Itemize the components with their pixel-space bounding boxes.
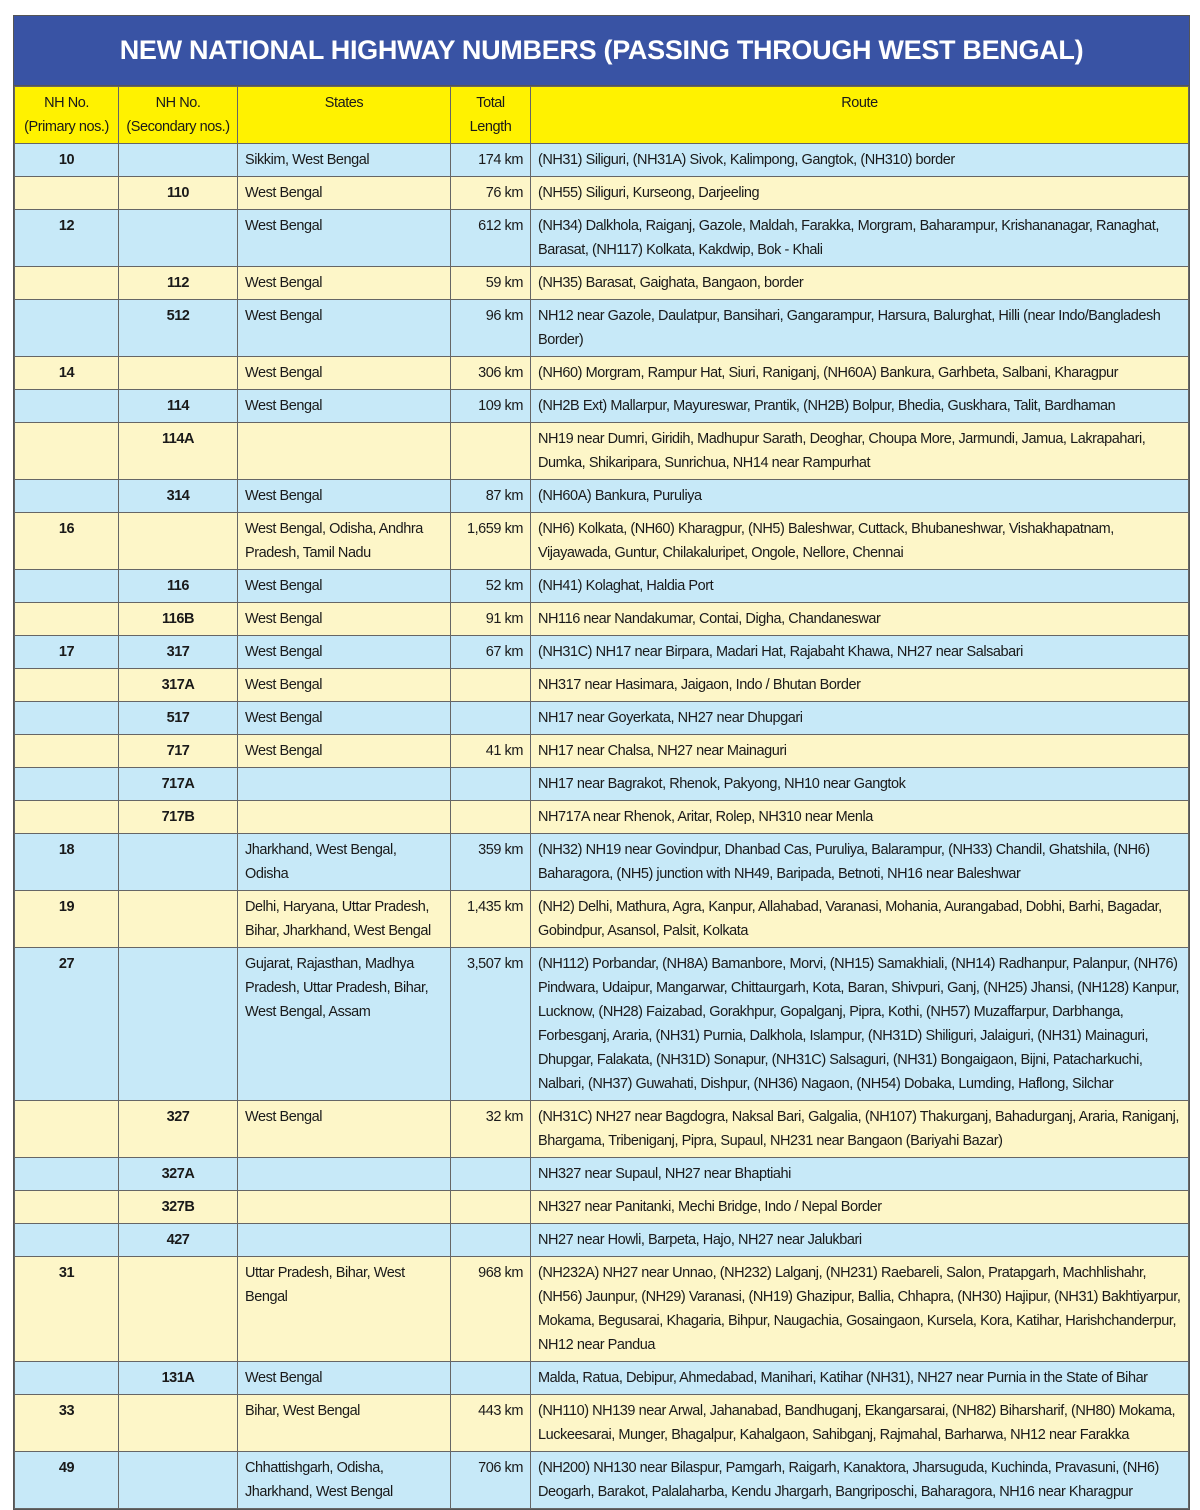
primary-nh-cell	[15, 570, 119, 603]
length-cell: 32 km	[451, 1101, 531, 1158]
secondary-nh-cell	[119, 1452, 238, 1509]
length-cell: 76 km	[451, 177, 531, 210]
length-cell: 52 km	[451, 570, 531, 603]
secondary-nh-cell: 512	[119, 300, 238, 357]
states-cell	[238, 768, 451, 801]
length-cell: 306 km	[451, 357, 531, 390]
length-cell	[451, 1158, 531, 1191]
header-primary: NH No. (Primary nos.)	[15, 87, 119, 144]
secondary-nh-cell: 327B	[119, 1191, 238, 1224]
primary-nh-cell	[15, 390, 119, 423]
secondary-nh-cell: 317A	[119, 669, 238, 702]
table-row	[15, 1362, 1189, 1395]
route-cell: (NH2) Delhi, Mathura, Agra, Kanpur, Allahabad, Varanasi, Mohania, Aurangabad, Dobhi, Barhi, Bagadar, Gobindpur, Asansol, Palsit, Kolkata	[531, 891, 1189, 948]
secondary-nh-cell: 717	[119, 735, 238, 768]
route-cell: (NH32) NH19 near Govindpur, Dhanbad Cas, Puruliya, Balarampur, (NH33) Chandil, Ghatshila, (NH6) Baharagora, (NH5) junction with NH49, Baripada, Betnoti, NH16 near Baleshwar	[531, 834, 1189, 891]
length-cell: 968 km	[451, 1257, 531, 1362]
length-cell	[451, 768, 531, 801]
table-row	[15, 267, 1189, 300]
route-cell: NH17 near Goyerkata, NH27 near Dhupgari	[531, 702, 1189, 735]
table-row	[15, 570, 1189, 603]
states-cell: West Bengal	[238, 300, 451, 357]
states-cell	[238, 423, 451, 480]
route-cell: NH12 near Gazole, Daulatpur, Bansihari, Gangarampur, Harsura, Balurghat, Hilli (near Indo/Bangladesh Border)	[531, 300, 1189, 357]
table-row	[15, 144, 1189, 177]
states-cell: West Bengal	[238, 357, 451, 390]
highway-table	[14, 86, 1189, 1509]
length-cell	[451, 423, 531, 480]
secondary-nh-cell: 517	[119, 702, 238, 735]
table-row	[15, 1101, 1189, 1158]
primary-nh-cell: 49	[15, 1452, 119, 1509]
length-cell: 41 km	[451, 735, 531, 768]
states-cell: West Bengal	[238, 480, 451, 513]
route-cell: (NH110) NH139 near Arwal, Jahanabad, Bandhuganj, Ekangarsarai, (NH82) Biharsharif, (NH80) Mokama, Luckeesarai, Munger, Bhagalpur, Kahalgaon, Sahibganj, Rajmahal, Barharwa, NH12 near Farakka	[531, 1395, 1189, 1452]
length-cell: 96 km	[451, 300, 531, 357]
table-row	[15, 1452, 1189, 1509]
table-row	[15, 636, 1189, 669]
length-cell: 109 km	[451, 390, 531, 423]
table-row	[15, 891, 1189, 948]
states-cell	[238, 1191, 451, 1224]
secondary-nh-cell: 317	[119, 636, 238, 669]
length-cell: 443 km	[451, 1395, 531, 1452]
route-cell: NH27 near Howli, Barpeta, Hajo, NH27 near Jalukbari	[531, 1224, 1189, 1257]
length-cell	[451, 1191, 531, 1224]
states-cell: Chhattishgarh, Odisha, Jharkhand, West Bengal	[238, 1452, 451, 1509]
states-cell: West Bengal	[238, 702, 451, 735]
secondary-nh-cell	[119, 891, 238, 948]
route-cell: NH327 near Supaul, NH27 near Bhaptiahi	[531, 1158, 1189, 1191]
table-row	[15, 948, 1189, 1101]
secondary-nh-cell: 110	[119, 177, 238, 210]
primary-nh-cell	[15, 423, 119, 480]
route-cell: (NH35) Barasat, Gaighata, Bangaon, border	[531, 267, 1189, 300]
route-cell: (NH60A) Bankura, Puruliya	[531, 480, 1189, 513]
route-cell: (NH55) Siliguri, Kurseong, Darjeeling	[531, 177, 1189, 210]
primary-nh-cell	[15, 603, 119, 636]
secondary-nh-cell	[119, 948, 238, 1101]
secondary-nh-cell: 112	[119, 267, 238, 300]
table-row	[15, 702, 1189, 735]
secondary-nh-cell: 131A	[119, 1362, 238, 1395]
states-cell: Delhi, Haryana, Uttar Pradesh, Bihar, Jharkhand, West Bengal	[238, 891, 451, 948]
primary-nh-cell	[15, 1191, 119, 1224]
secondary-nh-cell: 114	[119, 390, 238, 423]
primary-nh-cell	[15, 267, 119, 300]
states-cell: West Bengal	[238, 636, 451, 669]
primary-nh-cell	[15, 1224, 119, 1257]
primary-nh-cell	[15, 669, 119, 702]
length-cell: 1,659 km	[451, 513, 531, 570]
primary-nh-cell: 12	[15, 210, 119, 267]
length-cell	[451, 1224, 531, 1257]
header-states: States	[238, 87, 451, 144]
states-cell: West Bengal	[238, 1362, 451, 1395]
table-row	[15, 735, 1189, 768]
table-row	[15, 357, 1189, 390]
route-cell: NH19 near Dumri, Giridih, Madhupur Sarath, Deoghar, Choupa More, Jarmundi, Jamua, Lakrapahari, Dumka, Shikaripara, Sunrichua, NH14 near Rampurhat	[531, 423, 1189, 480]
length-cell: 174 km	[451, 144, 531, 177]
primary-nh-cell	[15, 735, 119, 768]
primary-nh-cell	[15, 300, 119, 357]
route-cell: (NH232A) NH27 near Unnao, (NH232) Lalganj, (NH231) Raebareli, Salon, Pratapgarh, Machhlishahr, (NH56) Jaunpur, (NH29) Varanasi, (NH19) Ghazipur, Ballia, Chhapra, (NH30) Hajipur, (NH31) Bakhtiyarpur, Mokama, Begusarai, Khagaria, Bihpur, Naugachia, Gosaingaon, Kursela, Kora, Katihar, Harishchanderpur, NH12 near Pandua	[531, 1257, 1189, 1362]
table-row	[15, 768, 1189, 801]
states-cell: Gujarat, Rajasthan, Madhya Pradesh, Uttar Pradesh, Bihar, West Bengal, Assam	[238, 948, 451, 1101]
length-cell: 706 km	[451, 1452, 531, 1509]
route-cell: Malda, Ratua, Debipur, Ahmedabad, Manihari, Katihar (NH31), NH27 near Purnia in the State of Bihar	[531, 1362, 1189, 1395]
primary-nh-cell	[15, 1158, 119, 1191]
primary-nh-cell: 18	[15, 834, 119, 891]
length-cell	[451, 702, 531, 735]
table-row	[15, 1224, 1189, 1257]
table-row	[15, 834, 1189, 891]
highway-table-panel	[13, 15, 1190, 1510]
table-row	[15, 423, 1189, 480]
table-row	[15, 1158, 1189, 1191]
header-row	[15, 87, 1189, 144]
primary-nh-cell	[15, 768, 119, 801]
table-title: NEW NATIONAL HIGHWAY NUMBERS (PASSING THROUGH WEST BENGAL)	[14, 16, 1189, 86]
primary-nh-cell	[15, 702, 119, 735]
route-cell: (NH31C) NH17 near Birpara, Madari Hat, Rajabaht Khawa, NH27 near Salsabari	[531, 636, 1189, 669]
states-cell: West Bengal, Odisha, Andhra Pradesh, Tamil Nadu	[238, 513, 451, 570]
primary-nh-cell: 16	[15, 513, 119, 570]
table-row	[15, 300, 1189, 357]
table-row	[15, 1257, 1189, 1362]
length-cell: 1,435 km	[451, 891, 531, 948]
route-cell: NH17 near Bagrakot, Rhenok, Pakyong, NH10 near Gangtok	[531, 768, 1189, 801]
states-cell: West Bengal	[238, 390, 451, 423]
route-cell: (NH60) Morgram, Rampur Hat, Siuri, Raniganj, (NH60A) Bankura, Garhbeta, Salbani, Kharagpur	[531, 357, 1189, 390]
states-cell: West Bengal	[238, 177, 451, 210]
route-cell: NH327 near Panitanki, Mechi Bridge, Indo / Nepal Border	[531, 1191, 1189, 1224]
table-row	[15, 1191, 1189, 1224]
primary-nh-cell	[15, 480, 119, 513]
secondary-nh-cell: 427	[119, 1224, 238, 1257]
states-cell: West Bengal	[238, 669, 451, 702]
primary-nh-cell: 19	[15, 891, 119, 948]
states-cell: West Bengal	[238, 735, 451, 768]
secondary-nh-cell: 314	[119, 480, 238, 513]
route-cell: (NH6) Kolkata, (NH60) Kharagpur, (NH5) Baleshwar, Cuttack, Bhubaneshwar, Vishakhapatnam, Vijayawada, Guntur, Chilakaluripet, Ongole, Nellore, Chennai	[531, 513, 1189, 570]
table-row	[15, 603, 1189, 636]
route-cell: NH317 near Hasimara, Jaigaon, Indo / Bhutan Border	[531, 669, 1189, 702]
table-row	[15, 390, 1189, 423]
length-cell	[451, 801, 531, 834]
secondary-nh-cell	[119, 144, 238, 177]
states-cell	[238, 1158, 451, 1191]
secondary-nh-cell	[119, 357, 238, 390]
length-cell	[451, 669, 531, 702]
states-cell: West Bengal	[238, 1101, 451, 1158]
secondary-nh-cell	[119, 834, 238, 891]
primary-nh-cell: 33	[15, 1395, 119, 1452]
states-cell	[238, 801, 451, 834]
table-row	[15, 801, 1189, 834]
primary-nh-cell: 17	[15, 636, 119, 669]
header-secondary: NH No. (Secondary nos.)	[119, 87, 238, 144]
primary-nh-cell	[15, 1101, 119, 1158]
route-cell: (NH200) NH130 near Bilaspur, Pamgarh, Raigarh, Kanaktora, Jharsuguda, Kuchinda, Pravasuni, (NH6) Deogarh, Barakot, Palalaharba, Kendu Jhargarh, Bangriposchi, Baharagora, NH16 near Kharagpur	[531, 1452, 1189, 1509]
table-row	[15, 480, 1189, 513]
secondary-nh-cell: 717B	[119, 801, 238, 834]
table-row	[15, 1395, 1189, 1452]
route-cell: (NH31) Siliguri, (NH31A) Sivok, Kalimpong, Gangtok, (NH310) border	[531, 144, 1189, 177]
route-cell: NH17 near Chalsa, NH27 near Mainaguri	[531, 735, 1189, 768]
secondary-nh-cell	[119, 1395, 238, 1452]
secondary-nh-cell	[119, 210, 238, 267]
route-cell: (NH41) Kolaghat, Haldia Port	[531, 570, 1189, 603]
secondary-nh-cell: 116	[119, 570, 238, 603]
length-cell: 359 km	[451, 834, 531, 891]
table-row	[15, 669, 1189, 702]
table-row	[15, 177, 1189, 210]
length-cell: 87 km	[451, 480, 531, 513]
primary-nh-cell	[15, 177, 119, 210]
secondary-nh-cell: 717A	[119, 768, 238, 801]
length-cell: 67 km	[451, 636, 531, 669]
primary-nh-cell: 14	[15, 357, 119, 390]
states-cell: Sikkim, West Bengal	[238, 144, 451, 177]
length-cell: 612 km	[451, 210, 531, 267]
states-cell: Bihar, West Bengal	[238, 1395, 451, 1452]
states-cell: West Bengal	[238, 570, 451, 603]
primary-nh-cell: 10	[15, 144, 119, 177]
route-cell: (NH112) Porbandar, (NH8A) Bamanbore, Morvi, (NH15) Samakhiali, (NH14) Radhanpur, Palanpur, (NH76) Pindwara, Udaipur, Mangarwar, Chittaurgarh, Kota, Baran, Shivpuri, Ganj, (NH25) Jhansi, (NH128) Kanpur, Lucknow, (NH28) Faizabad, Gorakhpur, Gopalganj, Pipra, Kothi, (NH57) Muzaffarpur, Darbhanga, Forbesganj, Araria, (NH31) Purnia, Dalkhola, Islampur, (NH31D) Shiliguri, Jalaiguri, (NH31) Mainaguri, Dhupgar, Falakata, (NH31D) Sonapur, (NH31C) Salsaguri, (NH31) Bongaigaon, Bijni, Patacharkuchi, Nalbari, (NH37) Guwahati, Dishpur, (NH36) Nagaon, (NH54) Dobaka, Lumding, Haflong, Silchar	[531, 948, 1189, 1101]
secondary-nh-cell: 327	[119, 1101, 238, 1158]
states-cell	[238, 1224, 451, 1257]
route-cell: NH717A near Rhenok, Aritar, Rolep, NH310 near Menla	[531, 801, 1189, 834]
primary-nh-cell: 27	[15, 948, 119, 1101]
length-cell: 59 km	[451, 267, 531, 300]
states-cell: West Bengal	[238, 603, 451, 636]
route-cell: (NH34) Dalkhola, Raiganj, Gazole, Maldah, Farakka, Morgram, Baharampur, Krishananagar, Ranaghat, Barasat, (NH117) Kolkata, Kakdwip, Bok - Khali	[531, 210, 1189, 267]
route-cell: (NH2B Ext) Mallarpur, Mayureswar, Prantik, (NH2B) Bolpur, Bhedia, Guskhara, Talit, Bardhaman	[531, 390, 1189, 423]
header-length: Total Length	[451, 87, 531, 144]
secondary-nh-cell	[119, 1257, 238, 1362]
primary-nh-cell	[15, 1362, 119, 1395]
secondary-nh-cell: 116B	[119, 603, 238, 636]
secondary-nh-cell	[119, 513, 238, 570]
primary-nh-cell	[15, 801, 119, 834]
states-cell: Uttar Pradesh, Bihar, West Bengal	[238, 1257, 451, 1362]
length-cell: 3,507 km	[451, 948, 531, 1101]
states-cell: West Bengal	[238, 210, 451, 267]
length-cell	[451, 1362, 531, 1395]
table-row	[15, 210, 1189, 267]
route-cell: (NH31C) NH27 near Bagdogra, Naksal Bari, Galgalia, (NH107) Thakurganj, Bahadurganj, Araria, Raniganj, Bhargama, Tribeniganj, Pipra, Supaul, NH231 near Bangaon (Bariyahi Bazar)	[531, 1101, 1189, 1158]
length-cell: 91 km	[451, 603, 531, 636]
table-body	[15, 144, 1189, 1509]
states-cell: West Bengal	[238, 267, 451, 300]
states-cell: Jharkhand, West Bengal, Odisha	[238, 834, 451, 891]
table-row	[15, 513, 1189, 570]
header-route: Route	[531, 87, 1189, 144]
secondary-nh-cell: 327A	[119, 1158, 238, 1191]
primary-nh-cell: 31	[15, 1257, 119, 1362]
route-cell: NH116 near Nandakumar, Contai, Digha, Chandaneswar	[531, 603, 1189, 636]
secondary-nh-cell: 114A	[119, 423, 238, 480]
